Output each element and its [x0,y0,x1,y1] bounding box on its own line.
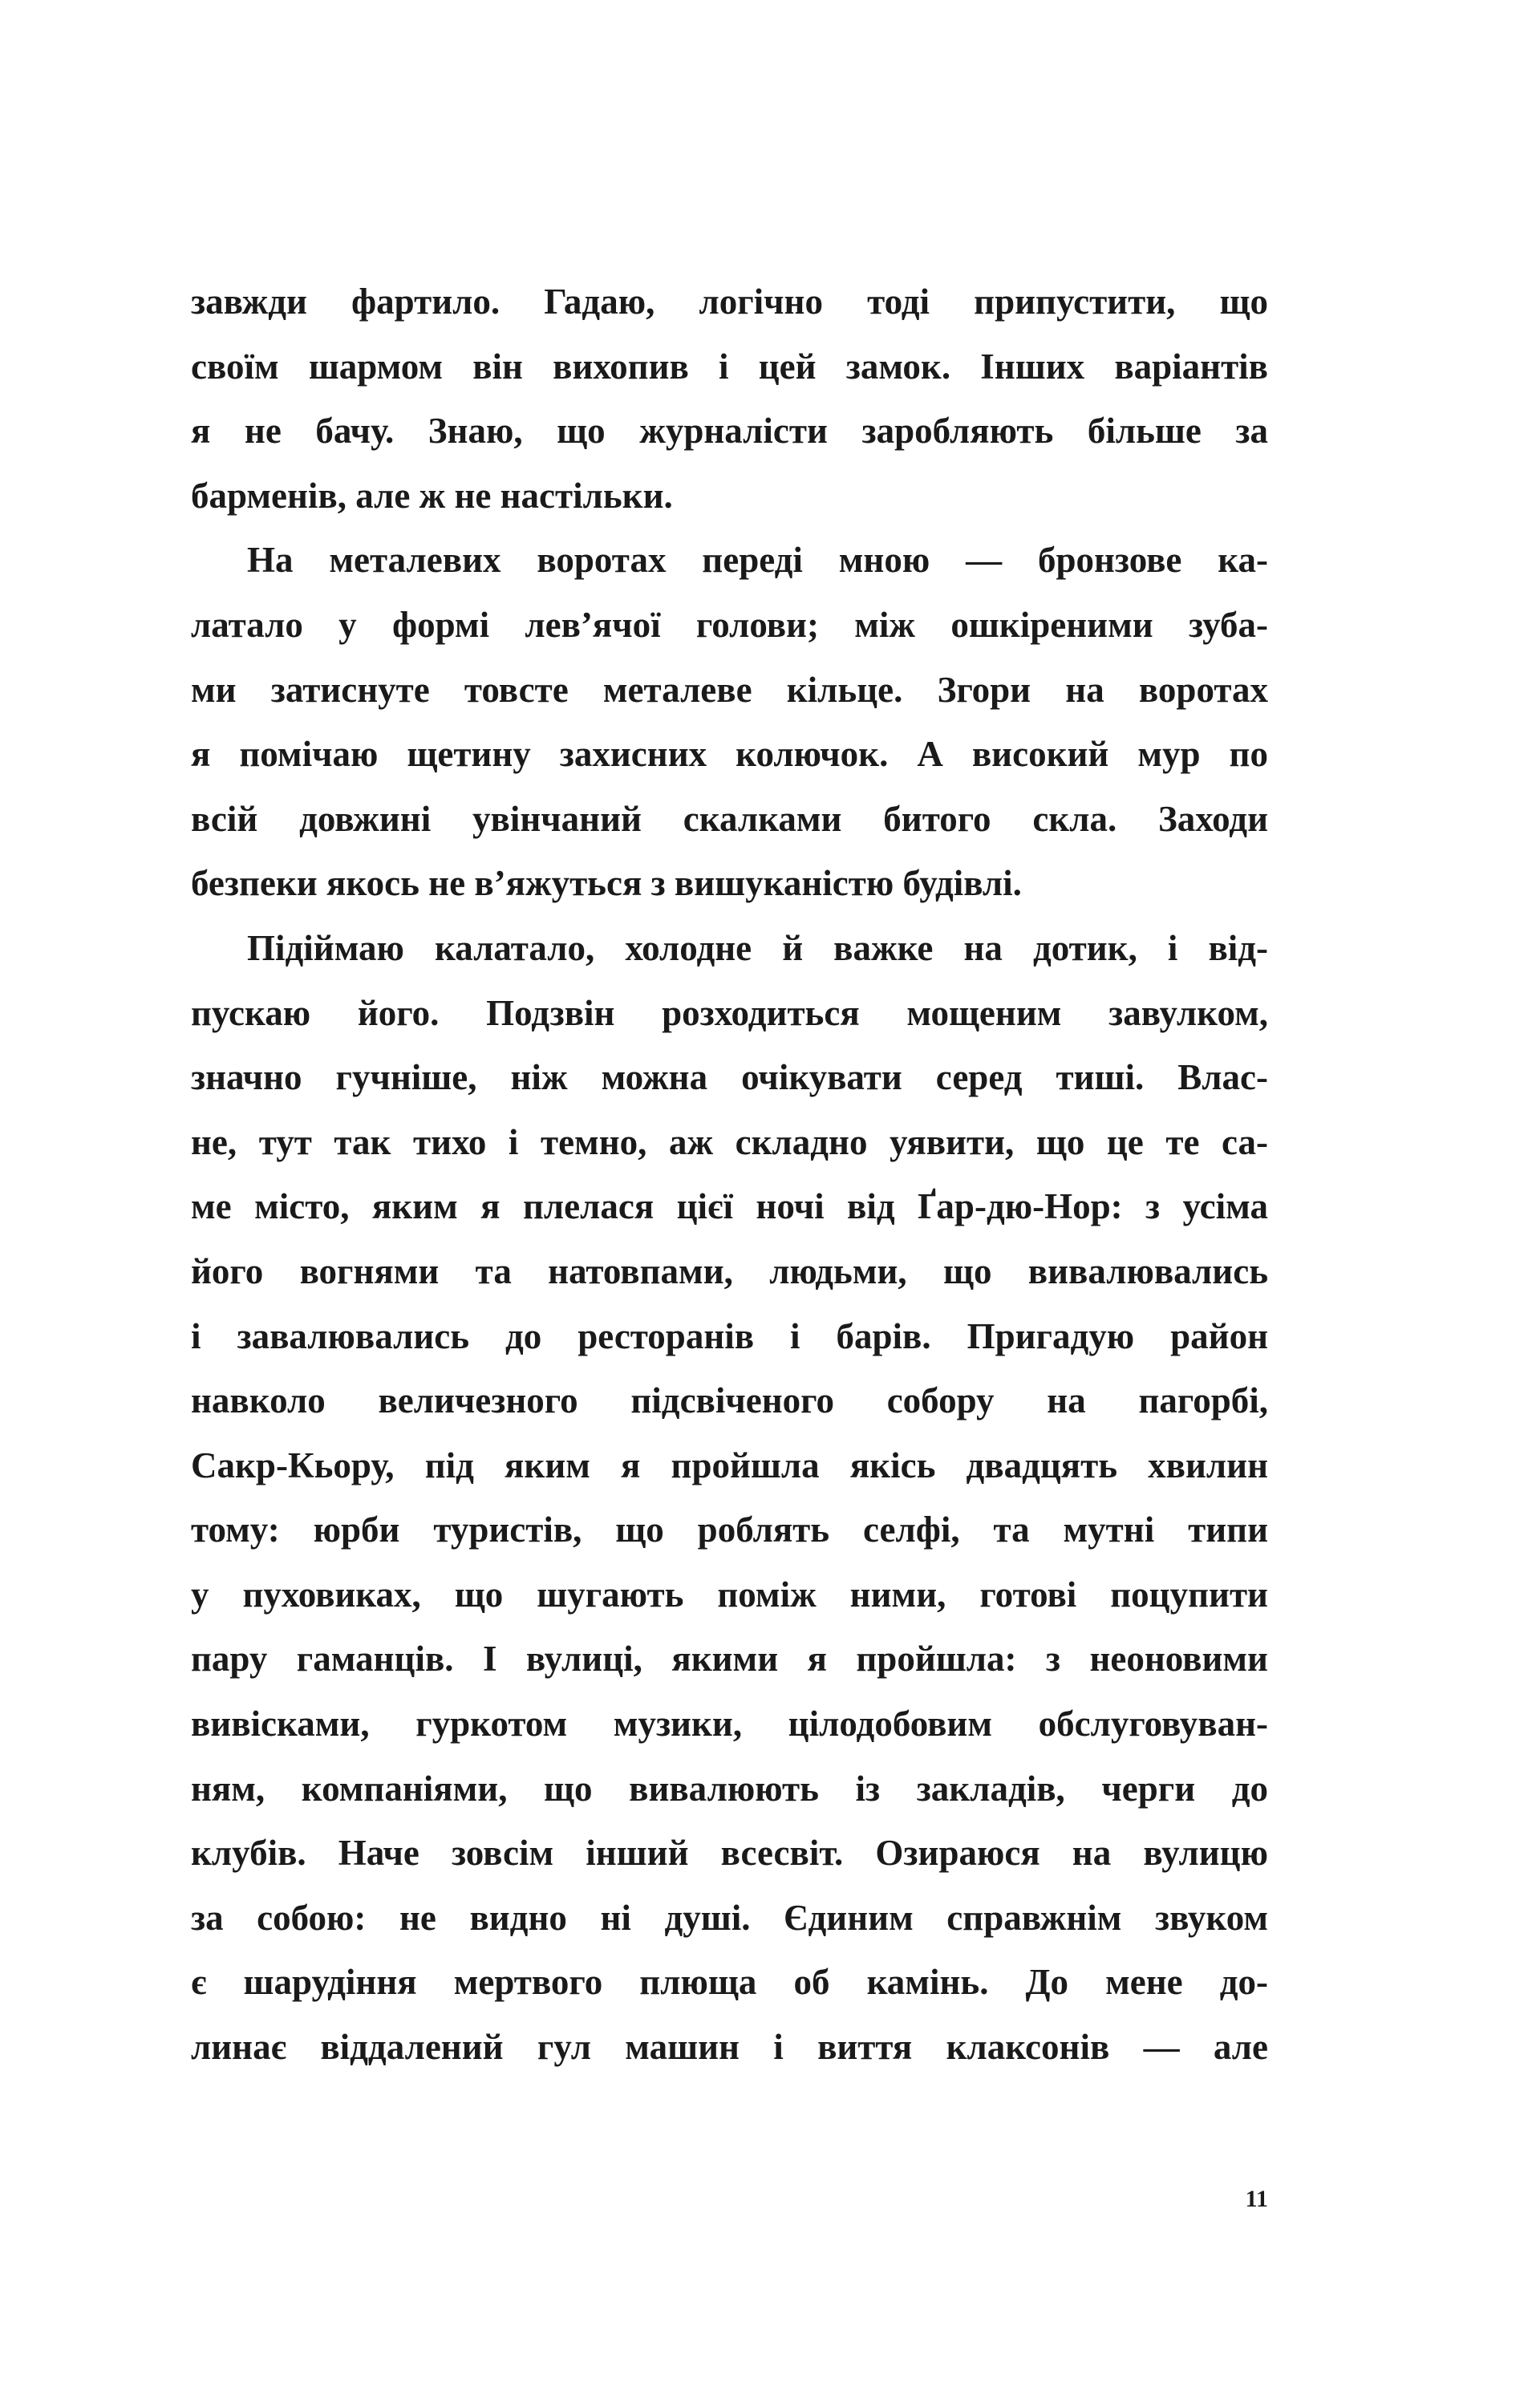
text-line: вивісками, гуркотом музики, цілодобовим обслуговуван- [191,1704,1268,1745]
text-line: На металевих воротах переді мною — бронзове ка- [247,540,1268,581]
text-line: пару гаманців. І вулиці, якими я пройшла: з неоновими [191,1639,1268,1680]
text-line: безпеки якось не в’яжуться з вишуканістю будівлі. [191,863,1022,904]
text-line: Сакр-Кьору, під яким я пройшла якісь двадцять хвилин [191,1445,1268,1485]
text-line: всій довжині увінчаний скалками битого скла. Заходи [191,798,1268,839]
text-line: Підіймаю калатало, холодне й важке на дотик, і від- [247,927,1268,968]
text-line: своїм шармом він вихопив і цей замок. Інших варіантів [191,346,1268,387]
text-line: є шарудіння мертвого плюща об камінь. До мене до- [191,1962,1268,2003]
text-line: і завалювались до ресторанів і барів. Пригадую район [191,1315,1268,1356]
text-line: латало у формі лев’ячої голови; між ошкіреними зуба- [191,604,1268,645]
text-line: тому: юрби туристів, що роблять селфі, та мутні типи [191,1510,1268,1550]
text-line: навколо величезного підсвіченого собору на пагорбі, [191,1380,1268,1421]
text-line: за собою: не видно ні душі. Єдиним справжнім звуком [191,1897,1268,1938]
text-line: линає віддалений гул машин і виття клаксонів — але [191,2027,1268,2068]
text-line: завжди фартило. Гадаю, логічно тоді припустити, що [191,282,1268,322]
text-line: значно гучніше, ніж можна очікувати серед тиші. Влас- [191,1057,1268,1098]
text-line: не, тут так тихо і темно, аж складно уявити, що це те са- [191,1121,1268,1162]
text-line: клубів. Наче зовсім інший всесвіт. Озираюся на вулицю [191,1833,1268,1874]
page-number: 11 [1245,2186,1268,2212]
text-line: у пуховиках, що шугають поміж ними, готові поцупити [191,1574,1268,1615]
text-line: ми затиснуте товсте металеве кільце. Згори на воротах [191,669,1268,710]
text-line: я помічаю щетину захисних колючок. А високий мур по [191,734,1268,775]
text-line: ням, компаніями, що вивалюють із закладів, черги до [191,1768,1268,1809]
text-line: пускаю його. Подзвін розходиться мощеним завулком, [191,992,1268,1033]
text-line: барменів, але ж не настільки. [191,475,673,516]
body-text [191,269,1268,2080]
text-line: ме місто, яким я плелася цієї ночі від Ґар-дю-Нор: з усіма [191,1186,1268,1227]
text-line: я не бачу. Знаю, що журналісти заробляють більше за [191,411,1268,452]
text-line: його вогнями та натовпами, людьми, що вивалювались [191,1250,1268,1291]
